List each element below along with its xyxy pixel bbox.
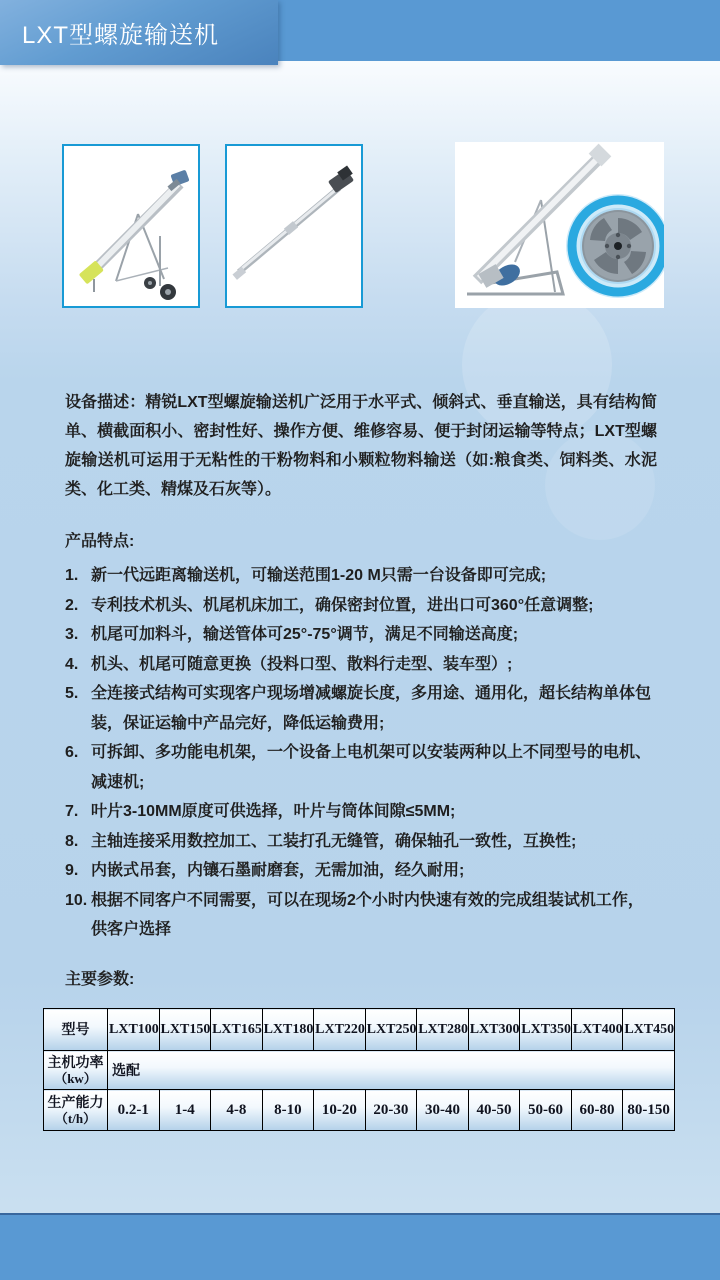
product-image-inclined-conveyor-pulley bbox=[455, 142, 664, 308]
capacity-cell: 80-150 bbox=[623, 1090, 675, 1131]
power-value-cell: 选配 bbox=[108, 1051, 675, 1090]
feature-text: 根据不同客户不同需要，可以在现场2个小时内快速有效的完成组装试机工作，供客户选择 bbox=[91, 891, 644, 938]
model-label-cell: 型号 bbox=[44, 1009, 108, 1051]
feature-item bbox=[65, 591, 659, 621]
feature-item bbox=[65, 856, 659, 886]
feature-number: 4. bbox=[65, 655, 79, 673]
capacity-cell: 8-10 bbox=[262, 1090, 314, 1131]
page-title: LXT型螺旋输送机 bbox=[22, 22, 220, 49]
model-cell: LXT150 bbox=[159, 1009, 211, 1051]
feature-text: 可拆卸、多功能电机架，一个设备上电机架可以安装两种以上不同型号的电机、减速机; bbox=[91, 744, 652, 791]
power-label-cell bbox=[44, 1051, 108, 1090]
feature-text: 叶片3-10MM原度可供选择，叶片与筒体间隙≤5MM; bbox=[91, 803, 456, 820]
capacity-label-cell bbox=[44, 1090, 108, 1131]
feature-number: 10. bbox=[65, 891, 88, 909]
page-footer bbox=[0, 1213, 720, 1280]
feature-number: 9. bbox=[65, 862, 79, 879]
page-header-title-band bbox=[0, 0, 278, 65]
model-cell: LXT350 bbox=[520, 1009, 572, 1051]
feature-item bbox=[65, 886, 659, 945]
features-list bbox=[65, 561, 659, 945]
model-cell: LXT300 bbox=[468, 1009, 520, 1051]
capacity-cell: 30-40 bbox=[417, 1090, 469, 1131]
model-cell: LXT400 bbox=[571, 1009, 623, 1051]
feature-number: 8. bbox=[65, 832, 79, 850]
page-header bbox=[0, 0, 720, 61]
capacity-cell: 4-8 bbox=[211, 1090, 263, 1131]
capacity-cell: 50-60 bbox=[520, 1090, 572, 1131]
features-title: 产品特点: bbox=[65, 533, 135, 550]
table-row-capacity bbox=[44, 1090, 675, 1131]
device-description bbox=[65, 388, 657, 504]
model-cell: LXT250 bbox=[365, 1009, 417, 1051]
power-unit: （kw） bbox=[54, 1071, 97, 1086]
table-row-models bbox=[44, 1009, 675, 1051]
feature-number: 1. bbox=[65, 567, 79, 584]
capacity-label: 生产能力 bbox=[47, 1094, 104, 1110]
feature-number: 7. bbox=[65, 803, 79, 820]
capacity-cell: 0.2-1 bbox=[108, 1090, 160, 1131]
feature-number: 3. bbox=[65, 626, 79, 643]
inclined-conveyor-illustration bbox=[455, 142, 664, 308]
model-cell: LXT450 bbox=[623, 1009, 675, 1051]
device-description-text: 精锐LXT型螺旋输送机广泛用于水平式、倾斜式、垂直输送，具有结构简单、横截面积小、密封性好、操作方便、维修容易、便于封闭运输等特点；LXT型螺旋输送机可运用于无粘性的干粉物料和小颗粒物料输送（如:粮食类、饲料类、水泥类、化工类、精煤及石灰等）。 bbox=[65, 394, 657, 498]
model-cell: LXT180 bbox=[262, 1009, 314, 1051]
product-image-conveyor-tube bbox=[225, 144, 363, 308]
conveyor-illustration bbox=[64, 146, 198, 306]
feature-number: 2. bbox=[65, 596, 79, 614]
model-cell: LXT165 bbox=[211, 1009, 263, 1051]
feature-number: 5. bbox=[65, 685, 79, 702]
capacity-cell: 20-30 bbox=[365, 1090, 417, 1131]
feature-text: 机头、机尾可随意更换（投料口型、散料行走型、装车型）; bbox=[91, 655, 513, 673]
parameters-title: 主要参数: bbox=[65, 971, 135, 988]
capacity-cell: 10-20 bbox=[314, 1090, 366, 1131]
feature-item bbox=[65, 738, 659, 797]
capacity-cell: 40-50 bbox=[468, 1090, 520, 1131]
feature-item bbox=[65, 827, 659, 857]
feature-text: 机尾可加料斗，输送管体可25°-75°调节，满足不同输送高度; bbox=[91, 626, 519, 643]
feature-text: 主轴连接采用数控加工、工装打孔无缝管，确保轴孔一致性，互换性; bbox=[91, 832, 577, 850]
capacity-cell: 60-80 bbox=[571, 1090, 623, 1131]
table-row-power bbox=[44, 1051, 675, 1090]
feature-number: 6. bbox=[65, 744, 79, 761]
capacity-cell: 1-4 bbox=[159, 1090, 211, 1131]
feature-item bbox=[65, 650, 659, 680]
conveyor-tube-illustration bbox=[227, 146, 361, 306]
feature-text: 内嵌式吊套，内镶石墨耐磨套，无需加油，经久耐用; bbox=[91, 862, 465, 879]
feature-item bbox=[65, 679, 659, 738]
power-label: 主机功率 bbox=[47, 1054, 104, 1070]
feature-text: 专利技术机头、机尾机床加工，确保密封位置，进出口可360°任意调整; bbox=[91, 596, 594, 614]
model-cell: LXT220 bbox=[314, 1009, 366, 1051]
feature-text: 新一代远距离输送机，可输送范围1-20 M只需一台设备即可完成; bbox=[91, 567, 547, 584]
device-description-label: 设备描述： bbox=[65, 394, 146, 411]
model-cell: LXT280 bbox=[417, 1009, 469, 1051]
capacity-unit: （t/h） bbox=[54, 1111, 97, 1126]
feature-item bbox=[65, 797, 659, 827]
product-features-section bbox=[65, 531, 659, 945]
feature-item bbox=[65, 561, 659, 591]
parameters-table bbox=[43, 1008, 675, 1131]
model-cell: LXT100 bbox=[108, 1009, 160, 1051]
feature-item bbox=[65, 620, 659, 650]
product-image-conveyor-with-wheels bbox=[62, 144, 200, 308]
feature-text: 全连接式结构可实现客户现场增减螺旋长度，多用途、通用化，超长结构单体包装，保证运输中产品完好，降低运输费用; bbox=[91, 685, 652, 732]
